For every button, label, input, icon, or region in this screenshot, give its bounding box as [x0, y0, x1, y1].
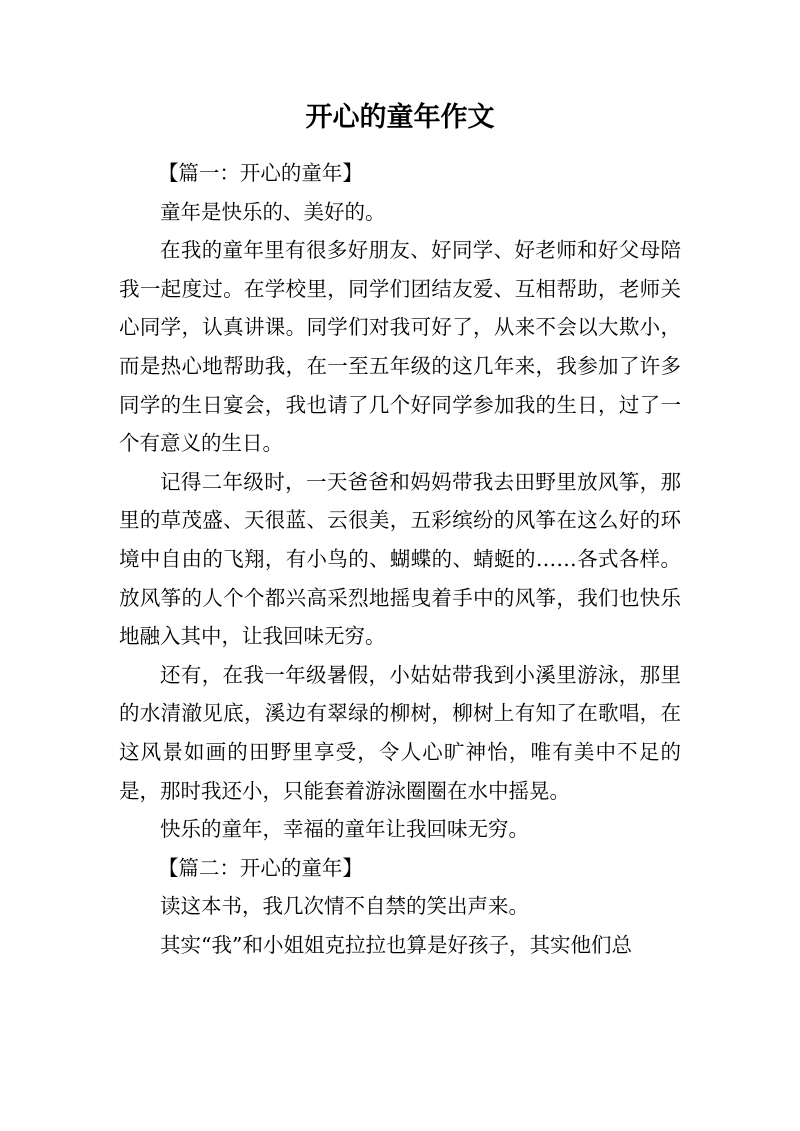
section-heading-2: 【篇二：开心的童年】: [157, 855, 363, 880]
section-heading-1: 【篇一：开心的童年】: [157, 161, 363, 185]
paragraph-6: 读这本书，我几次情不自禁的笑出声来。: [160, 894, 529, 919]
document-body: [119, 154, 681, 964]
paragraph-3: 记得二年级时，一天爸爸和妈妈带我去田野里放风筝，那里的草茂盛、天很蓝、云很美，五彩缤纷的风筝在这么好的环境中自由的飞翔，有小鸟的、蝴蝶的、蜻蜓的……各式各样。放风筝的人个个都兴高采烈地摇曳着手中的风筝，我们也快乐地融入其中，让我回味无穷。: [119, 469, 681, 649]
paragraph-1: 童年是快乐的、美好的。: [160, 199, 386, 224]
paragraph-7: 其实“我”和小姐姐克拉拉也算是好孩子，其实他们总: [160, 932, 632, 957]
paragraph-2: 在我的童年里有很多好朋友、好同学、好老师和好父母陪我一起度过。在学校里，同学们团结友爱、互相帮助，老师关心同学，认真讲课。同学们对我可好了，从来不会以大欺小，而是热心地帮助我，在一至五年级的这几年来，我参加了许多同学的生日宴会，我也请了几个好同学参加我的生日，过了一个有意义的生日。: [119, 238, 681, 456]
document-title: 开心的童年作文: [305, 102, 495, 133]
paragraph-5: 快乐的童年，幸福的童年让我回味无穷。: [160, 817, 529, 842]
paragraph-4: 还有，在我一年级暑假，小姑姑带我到小溪里游泳，那里的水清澈见底，溪边有翠绿的柳树，柳树上有知了在歌唱，在这风景如画的田野里享受，令人心旷神怡，唯有美中不足的是，那时我还小，只能套着游泳圈圈在水中摇晃。: [119, 662, 681, 803]
